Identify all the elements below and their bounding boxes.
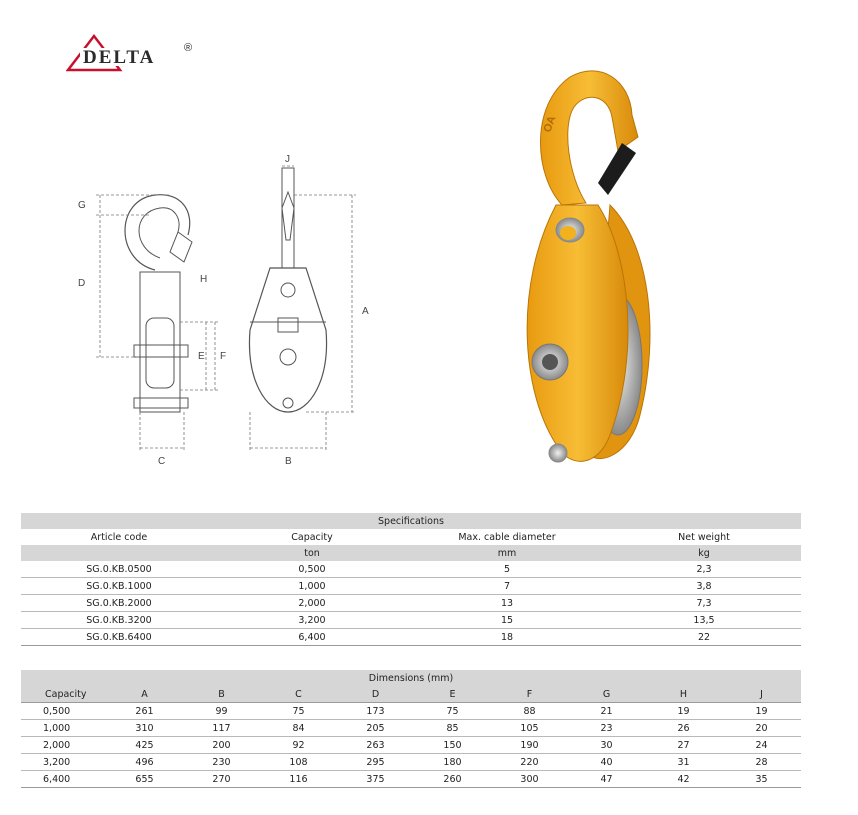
cell: 19 — [645, 703, 722, 720]
label-d: D — [78, 278, 86, 289]
cell: 88 — [491, 703, 568, 720]
specifications-title-row — [21, 513, 801, 529]
specifications-title: Specifications — [21, 513, 801, 529]
cell: 425 — [106, 737, 183, 754]
dimensions-table — [21, 670, 801, 788]
front-bottom-bolt — [283, 398, 293, 408]
cell: 0,500 — [21, 703, 106, 720]
cell: 3,200 — [21, 754, 106, 771]
label-j: J — [285, 154, 290, 165]
side-sheave — [146, 318, 174, 388]
cell: 99 — [183, 703, 260, 720]
label-f: F — [220, 351, 227, 362]
cell: 30 — [568, 737, 645, 754]
cell: 0,500 — [217, 561, 407, 578]
axle-center — [542, 354, 558, 370]
cell: 19 — [722, 703, 801, 720]
registered-mark: ® — [184, 42, 193, 54]
header-capacity: Capacity — [21, 686, 106, 703]
cell: 85 — [414, 720, 491, 737]
table-row — [21, 703, 801, 720]
cell: 13,5 — [607, 612, 801, 629]
top-pin-cap — [560, 226, 576, 240]
unit-article-code — [21, 545, 217, 561]
cell: 2,3 — [607, 561, 801, 578]
header-net-weight: Net weight — [678, 531, 730, 543]
snatch-block-image — [490, 55, 680, 475]
cell: 270 — [183, 771, 260, 788]
cell: 108 — [260, 754, 337, 771]
cell: 26 — [645, 720, 722, 737]
cell: 105 — [491, 720, 568, 737]
cell: 22 — [607, 629, 801, 646]
cell: 15 — [407, 612, 607, 629]
cell: SG.0.KB.6400 — [21, 629, 217, 646]
cell: 261 — [106, 703, 183, 720]
table-row — [21, 754, 801, 771]
cell: SG.0.KB.2000 — [21, 595, 217, 612]
header-article-code: Article code — [90, 531, 148, 543]
header-a: A — [106, 686, 183, 703]
label-c: C — [158, 456, 166, 467]
cell: 40 — [568, 754, 645, 771]
table-row — [21, 737, 801, 754]
header-b: B — [183, 686, 260, 703]
label-b: B — [285, 456, 292, 467]
table-row — [21, 578, 801, 595]
header-e: E — [414, 686, 491, 703]
cell: 5 — [407, 561, 607, 578]
cell: 150 — [414, 737, 491, 754]
cell: 190 — [491, 737, 568, 754]
front-hook-shank — [282, 168, 294, 268]
side-latch — [170, 232, 192, 262]
table-row — [21, 612, 801, 629]
logo-text: DELTA — [83, 47, 156, 68]
cell: 23 — [568, 720, 645, 737]
header-h: H — [645, 686, 722, 703]
front-body — [249, 268, 326, 412]
side-hook-inner — [139, 208, 179, 258]
table-row — [21, 629, 801, 646]
cell: 173 — [337, 703, 414, 720]
cell: 300 — [491, 771, 568, 788]
header-j: J — [722, 686, 801, 703]
cell: 655 — [106, 771, 183, 788]
cell: 205 — [337, 720, 414, 737]
cell: 21 — [568, 703, 645, 720]
header-f: F — [491, 686, 568, 703]
table-row — [21, 771, 801, 788]
cell: 84 — [260, 720, 337, 737]
front-bracket — [278, 318, 298, 332]
unit-capacity: ton — [217, 545, 407, 561]
cell: 1,000 — [217, 578, 407, 595]
unit-cable-diameter: mm — [407, 545, 607, 561]
cell: 116 — [260, 771, 337, 788]
cell: 310 — [106, 720, 183, 737]
cell: 375 — [337, 771, 414, 788]
cell: 3,8 — [607, 578, 801, 595]
label-h: H — [200, 274, 208, 285]
specifications-table — [21, 513, 801, 646]
table-row — [21, 595, 801, 612]
dimensions-title: Dimensions (mm) — [21, 670, 801, 686]
front-hook-tip — [282, 192, 294, 240]
hook-marking: OA — [541, 114, 559, 135]
table-row — [21, 561, 801, 578]
specifications-unit-row — [21, 545, 801, 561]
cell: 42 — [645, 771, 722, 788]
header-cable-diameter: Max. cable diameter — [458, 531, 556, 543]
header-c: C — [260, 686, 337, 703]
cell: 230 — [183, 754, 260, 771]
cell: 47 — [568, 771, 645, 788]
cell: 263 — [337, 737, 414, 754]
cell: 2,000 — [21, 737, 106, 754]
dimensions-header-row — [21, 686, 801, 703]
cell: 13 — [407, 595, 607, 612]
cell: 180 — [414, 754, 491, 771]
dimensions-title-row — [21, 670, 801, 686]
cell: SG.0.KB.1000 — [21, 578, 217, 595]
cell: 20 — [722, 720, 801, 737]
cell: 3,200 — [217, 612, 407, 629]
bottom-bolt — [549, 444, 567, 462]
cell: 117 — [183, 720, 260, 737]
cell: 75 — [260, 703, 337, 720]
front-plate — [527, 205, 628, 461]
cell: 260 — [414, 771, 491, 788]
header-d: D — [337, 686, 414, 703]
label-a: A — [362, 306, 369, 317]
cell: 200 — [183, 737, 260, 754]
table-row — [21, 720, 801, 737]
cell: 18 — [407, 629, 607, 646]
cell: 24 — [722, 737, 801, 754]
header-g: G — [568, 686, 645, 703]
cell: 7 — [407, 578, 607, 595]
unit-net-weight: kg — [607, 545, 801, 561]
cell: 92 — [260, 737, 337, 754]
header-capacity: Capacity — [291, 531, 333, 543]
cell: 6,400 — [217, 629, 407, 646]
front-top-pin — [281, 283, 295, 297]
cell: 2,000 — [217, 595, 407, 612]
cell: 35 — [722, 771, 801, 788]
label-g: G — [78, 200, 86, 211]
front-axle-nut — [280, 349, 296, 365]
cell: 1,000 — [21, 720, 106, 737]
cell: 220 — [491, 754, 568, 771]
cell: SG.0.KB.3200 — [21, 612, 217, 629]
hook — [540, 71, 638, 205]
cell: 496 — [106, 754, 183, 771]
cell: 75 — [414, 703, 491, 720]
cell: 7,3 — [607, 595, 801, 612]
specifications-header-row — [21, 529, 801, 545]
cell: 295 — [337, 754, 414, 771]
label-e: E — [198, 351, 205, 362]
cell: 27 — [645, 737, 722, 754]
cell: 28 — [722, 754, 801, 771]
delta-logo — [66, 30, 206, 74]
cell: 6,400 — [21, 771, 106, 788]
cell: SG.0.KB.0500 — [21, 561, 217, 578]
cell: 31 — [645, 754, 722, 771]
hook-latch — [598, 143, 636, 195]
technical-drawing — [60, 150, 390, 470]
